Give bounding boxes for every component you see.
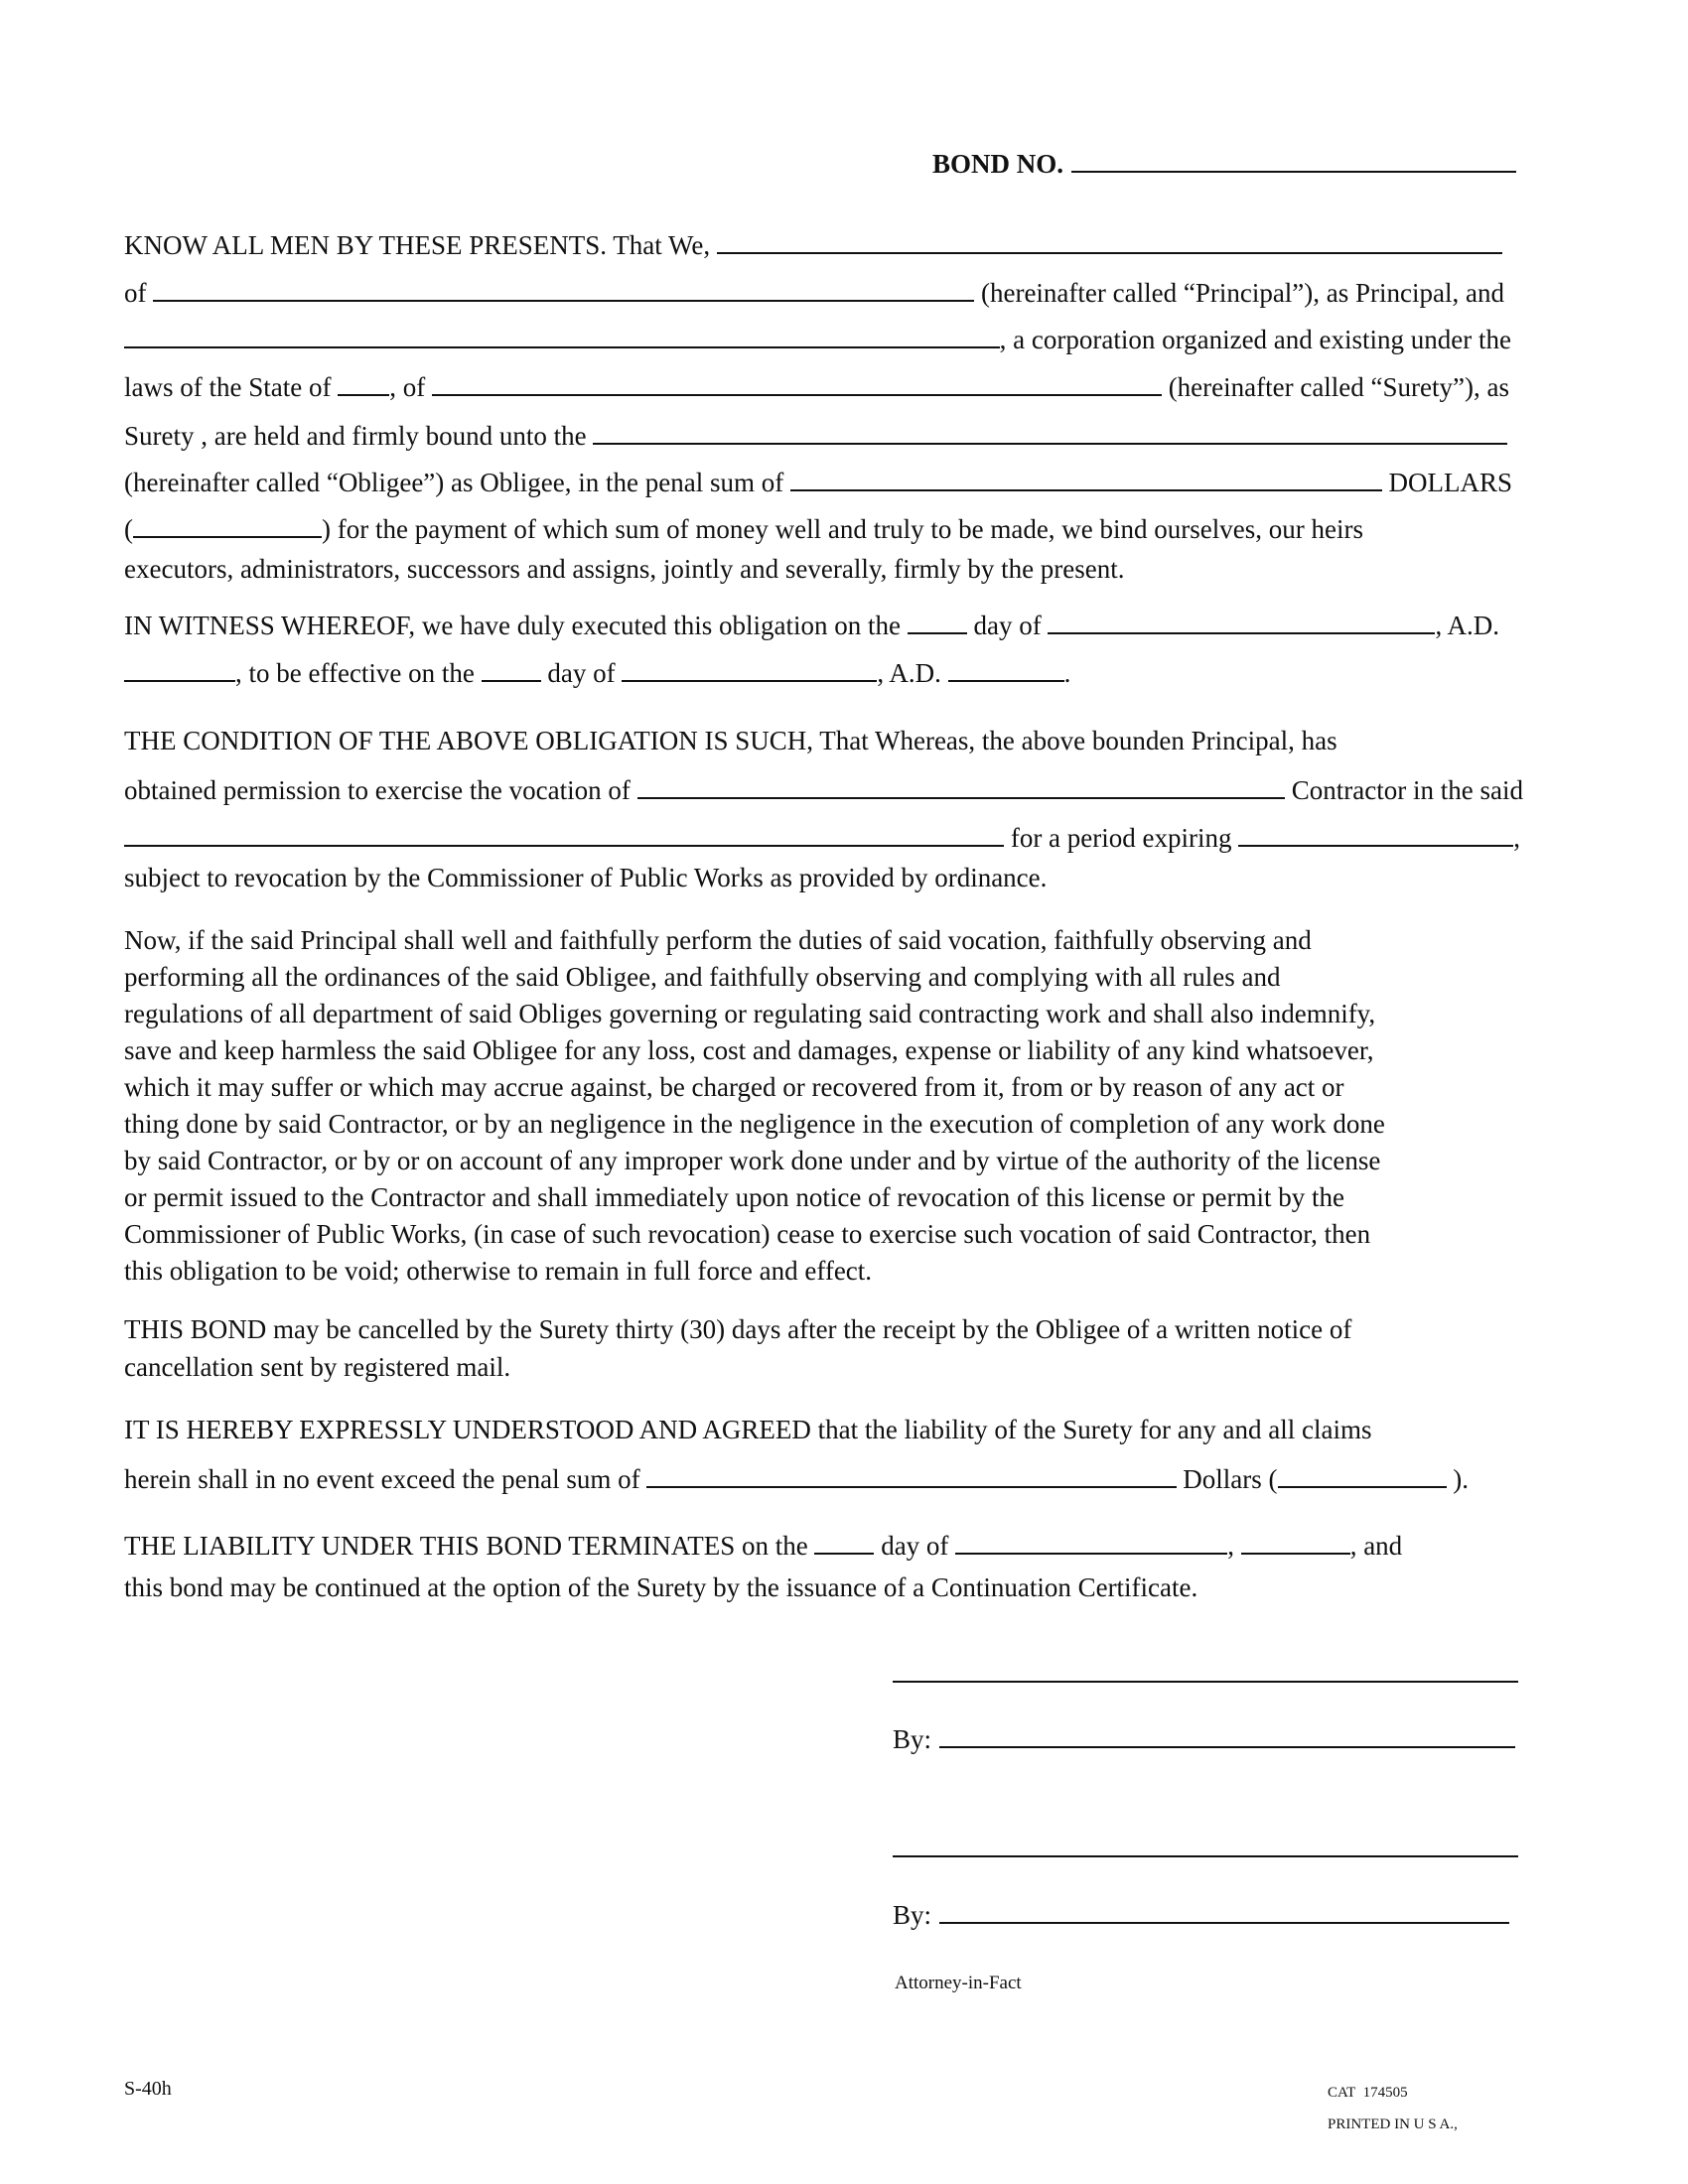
- executed-month-field[interactable]: [1048, 613, 1435, 634]
- now-paragraph-line: or permit issued to the Contractor and shall immediately upon notice of revocation of this license or permit by the: [124, 1182, 1344, 1212]
- attorney-in-fact-label: Attorney-in-Fact: [895, 1973, 1022, 1993]
- condition-line-2: [124, 773, 1523, 807]
- now-paragraph-line: save and keep harmless the said Obligee for any loss, cost and damages, expense or liability of any kind whatsoever,: [124, 1035, 1374, 1065]
- recital-text: (: [124, 514, 133, 544]
- recital-line-7: [124, 512, 1363, 546]
- effective-month-field[interactable]: [622, 660, 877, 682]
- witness-line-2: [124, 656, 1070, 690]
- termination-text: ,: [1227, 1531, 1241, 1561]
- condition-text: Contractor in the said: [1285, 775, 1523, 805]
- recital-text: , a corporation organized and existing under the: [999, 325, 1511, 354]
- witness-text: day of: [540, 658, 623, 688]
- recital-text: DOLLARS: [1381, 468, 1512, 497]
- liability-text: ).: [1446, 1464, 1469, 1494]
- principal-by-row: [893, 1722, 1515, 1756]
- witness-text: , A.D.: [1435, 611, 1499, 640]
- principal-by-field[interactable]: [939, 1726, 1515, 1748]
- now-paragraph-line: this obligation to be void; otherwise to remain in full force and effect.: [124, 1256, 873, 1286]
- liability-text: Dollars (: [1176, 1464, 1278, 1494]
- termination-month-field[interactable]: [955, 1533, 1227, 1555]
- condition-line-1: THE CONDITION OF THE ABOVE OBLIGATION IS SUCH, That Whereas, the above bounden Principal, has: [124, 726, 1337, 755]
- catalog-number: CAT 174505: [1328, 2085, 1408, 2101]
- recital-line-2: [124, 276, 1504, 310]
- termination-text: day of: [874, 1531, 956, 1561]
- penal-sum-amount-field[interactable]: [133, 516, 322, 538]
- termination-day-field[interactable]: [814, 1533, 874, 1555]
- by-label: By:: [893, 1724, 932, 1754]
- recital-text: of: [124, 278, 154, 308]
- state-field[interactable]: [338, 374, 389, 396]
- now-paragraph-line: Now, if the said Principal shall well and faithfully perform the duties of said vocation, faithfully observing and: [124, 925, 1312, 955]
- witness-text: , to be effective on the: [235, 658, 482, 688]
- witness-text: , A.D.: [877, 658, 948, 688]
- termination-text: THE LIABILITY UNDER THIS BOND TERMINATES on the: [124, 1531, 815, 1561]
- condition-text: obtained permission to exercise the vocation of: [124, 775, 637, 805]
- condition-line-3: [124, 821, 1520, 855]
- liability-limit-line-1: IT IS HEREBY EXPRESSLY UNDERSTOOD AND AGREED that the liability of the Surety for any and all claims: [124, 1415, 1372, 1444]
- cancellation-paragraph-line: THIS BOND may be cancelled by the Surety thirty (30) days after the receipt by the Obligee of a written notice of: [124, 1314, 1352, 1344]
- condition-text: for a period expiring: [1004, 823, 1239, 853]
- termination-line-1: [124, 1529, 1402, 1563]
- recital-line-3: [124, 323, 1511, 356]
- recital-text: ) for the payment of which sum of money well and truly to be made, we bind ourselves, our heirs: [322, 514, 1363, 544]
- recital-text: (hereinafter called “Principal”), as Principal, and: [974, 278, 1504, 308]
- recital-text: KNOW ALL MEN BY THESE PRESENTS. That We,: [124, 230, 717, 260]
- principal-name-field[interactable]: [717, 232, 1502, 254]
- termination-text: , and: [1349, 1531, 1403, 1561]
- bond-number-label: BOND NO.: [932, 149, 1064, 179]
- now-paragraph-line: performing all the ordinances of the said Obligee, and faithfully observing and complying with all rules and: [124, 962, 1281, 992]
- liability-text: herein shall in no event exceed the penal sum of: [124, 1464, 647, 1494]
- condition-text: ,: [1513, 823, 1520, 853]
- recital-line-1: [124, 228, 1502, 262]
- now-paragraph-line: thing done by said Contractor, or by an negligence in the negligence in the execution of completion of any work done: [124, 1109, 1385, 1139]
- recital-text: laws of the State of: [124, 372, 339, 402]
- obligee-field[interactable]: [593, 423, 1507, 445]
- recital-line-8: executors, administrators, successors and assigns, jointly and severally, firmly by the present.: [124, 554, 1125, 584]
- witness-text: day of: [966, 611, 1049, 640]
- principal-signature-line[interactable]: [893, 1681, 1518, 1683]
- witness-line-1: [124, 609, 1499, 642]
- surety-signature-line[interactable]: [893, 1855, 1518, 1857]
- by-label: By:: [893, 1900, 932, 1930]
- now-paragraph-line: regulations of all department of said Obliges governing or regulating said contracting work and shall also indemnify,: [124, 999, 1376, 1028]
- liability-limit-line-2: [124, 1462, 1469, 1496]
- limit-sum-amount-field[interactable]: [1278, 1466, 1447, 1488]
- recital-text: (hereinafter called “Obligee”) as Obligee, in the penal sum of: [124, 468, 790, 497]
- bond-number-field[interactable]: [1071, 151, 1516, 173]
- cancellation-paragraph-line: cancellation sent by registered mail.: [124, 1352, 511, 1382]
- condition-line-4: subject to revocation by the Commissioner of Public Works as provided by ordinance.: [124, 863, 1048, 892]
- printed-in-usa: PRINTED IN U S A.,: [1328, 2116, 1458, 2132]
- recital-text: Surety , are held and firmly bound unto the: [124, 421, 594, 451]
- penal-sum-words-field[interactable]: [790, 470, 1382, 491]
- now-paragraph-line: Commissioner of Public Works, (in case of such revocation) cease to exercise such vocation of said Contractor, then: [124, 1219, 1371, 1249]
- effective-year-field[interactable]: [948, 660, 1064, 682]
- recital-line-4: [124, 370, 1509, 404]
- surety-by-row: [893, 1898, 1509, 1932]
- jurisdiction-field[interactable]: [124, 825, 1004, 847]
- recital-line-6: [124, 466, 1512, 499]
- effective-day-field[interactable]: [482, 660, 541, 682]
- termination-line-2: this bond may be continued at the option of the Surety by the issuance of a Continuation Certificate.: [124, 1572, 1198, 1602]
- surety-address-field[interactable]: [432, 374, 1162, 396]
- recital-text: (hereinafter called “Surety”), as: [1161, 372, 1509, 402]
- vocation-field[interactable]: [637, 777, 1285, 799]
- limit-sum-words-field[interactable]: [646, 1466, 1176, 1488]
- now-paragraph-line: by said Contractor, or by or on account of any improper work done under and by virtue of the authority of the license: [124, 1146, 1381, 1175]
- surety-by-field[interactable]: [939, 1902, 1509, 1924]
- witness-text: .: [1063, 658, 1071, 688]
- witness-text: IN WITNESS WHEREOF, we have duly executed this obligation on the: [124, 611, 908, 640]
- bond-number-row: [932, 147, 1516, 181]
- recital-text: , of: [389, 372, 432, 402]
- expiration-date-field[interactable]: [1238, 825, 1513, 847]
- recital-line-5: [124, 419, 1507, 453]
- executed-year-field[interactable]: [124, 660, 235, 682]
- surety-name-field[interactable]: [124, 327, 1000, 348]
- termination-year-field[interactable]: [1241, 1533, 1350, 1555]
- now-paragraph-line: which it may suffer or which may accrue against, be charged or recovered from it, from or by reason of any act or: [124, 1072, 1344, 1102]
- principal-address-field[interactable]: [153, 280, 974, 302]
- executed-day-field[interactable]: [908, 613, 967, 634]
- form-code: S-40h: [124, 2078, 172, 2100]
